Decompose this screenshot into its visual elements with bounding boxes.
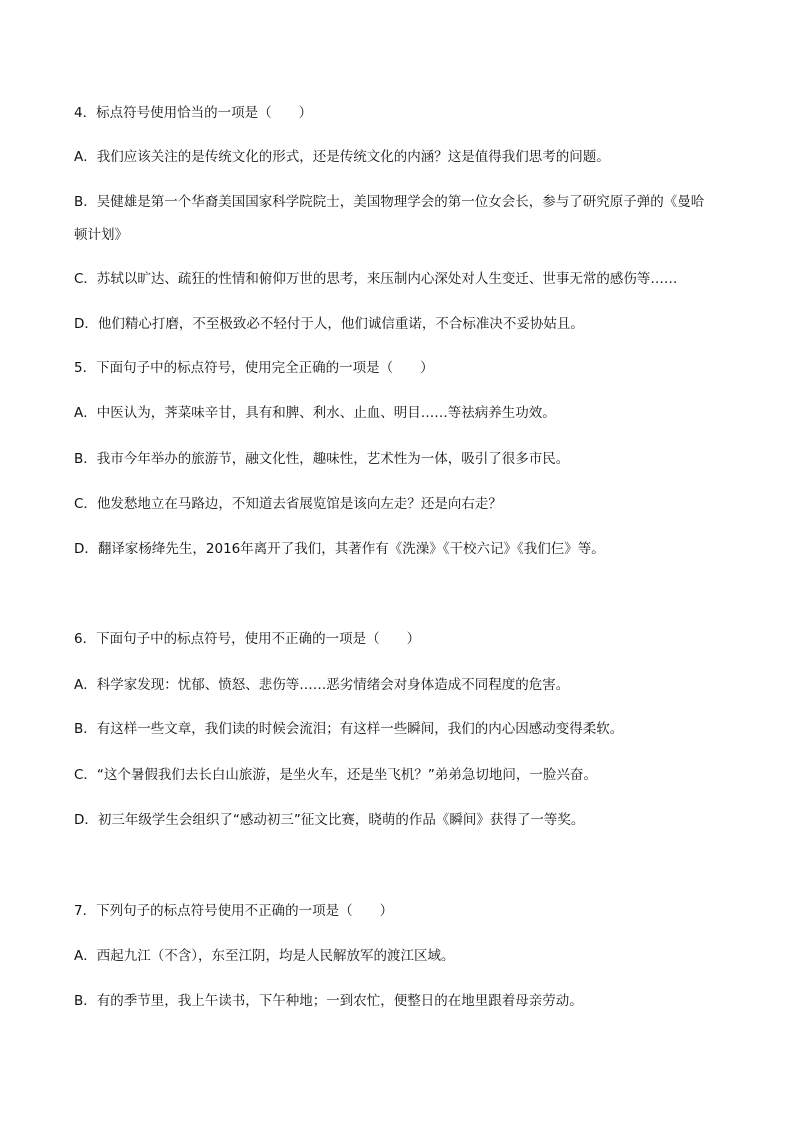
- question-4-option-d: D．他们精心打磨，不至极致必不轻付于人，他们诚信重诺，不合标准决不妥协姑且。: [74, 316, 584, 332]
- question-5-option-c: C．他发愁地立在马路边，不知道去省展览馆是该向左走？还是向右走？: [74, 496, 502, 512]
- question-7-option-b: B．有的季节里，我上午读书，下午种地；一到农忙，便整日的在地里跟着母亲劳动。: [74, 993, 583, 1009]
- question-4-stem: 4．标点符号使用恰当的一项是（ ）: [74, 105, 313, 121]
- question-6-stem: 6．下面句子中的标点符号，使用不正确的一项是（ ）: [74, 631, 421, 647]
- question-5-option-a: A．中医认为，荠菜味辛甘，具有和脾、利水、止血、明目……等祛病养生功效。: [74, 405, 556, 421]
- question-7-stem: 7．下列句子的标点符号使用不正确的一项是（ ）: [74, 903, 394, 919]
- question-6-option-a: A．科学家发现：忧郁、愤怒、悲伤等……恶劣情绪会对身体造成不同程度的危害。: [74, 677, 570, 693]
- question-4-option-c: C．苏轼以旷达、疏狂的性情和俯仰万世的思考，来压制内心深处对人生变迁、世事无常的感伤等……: [74, 271, 678, 287]
- question-4-option-a: A．我们应该关注的是传统文化的形式，还是传统文化的内涵？这是值得我们思考的问题。: [74, 149, 610, 165]
- question-4-option-b-cont: 顿计划》: [74, 227, 128, 243]
- question-7-option-a: A．西起九江（不含），东至江阴，均是人民解放军的渡江区域。: [74, 948, 455, 964]
- question-6-option-d: D．初三年级学生会组织了“感动初三”征文比赛，晓萌的作品《瞬间》获得了一等奖。: [74, 812, 585, 828]
- question-6-option-b: B．有这样一些文章，我们读的时候会流泪；有这样一些瞬间，我们的内心因感动变得柔软。: [74, 721, 624, 737]
- question-6-option-c: C．“这个暑假我们去长白山旅游，是坐火车，还是坐飞机？”弟弟急切地问，一脸兴奋。: [74, 767, 597, 783]
- question-5-stem: 5．下面句子中的标点符号，使用完全正确的一项是（ ）: [74, 360, 434, 376]
- question-5-option-b: B．我市今年举办的旅游节，融文化性，趣味性，艺术性为一体，吸引了很多市民。: [74, 451, 570, 467]
- question-4-option-b: B．吴健雄是第一个华裔美国国家科学院院士，美国物理学会的第一位女会长，参与了研究原子弹的《曼哈: [74, 194, 705, 210]
- question-5-option-d: D．翻译家杨绛先生，2016年离开了我们，其著作有《洗澡》《干校六记》《我们仨》等。: [74, 541, 605, 557]
